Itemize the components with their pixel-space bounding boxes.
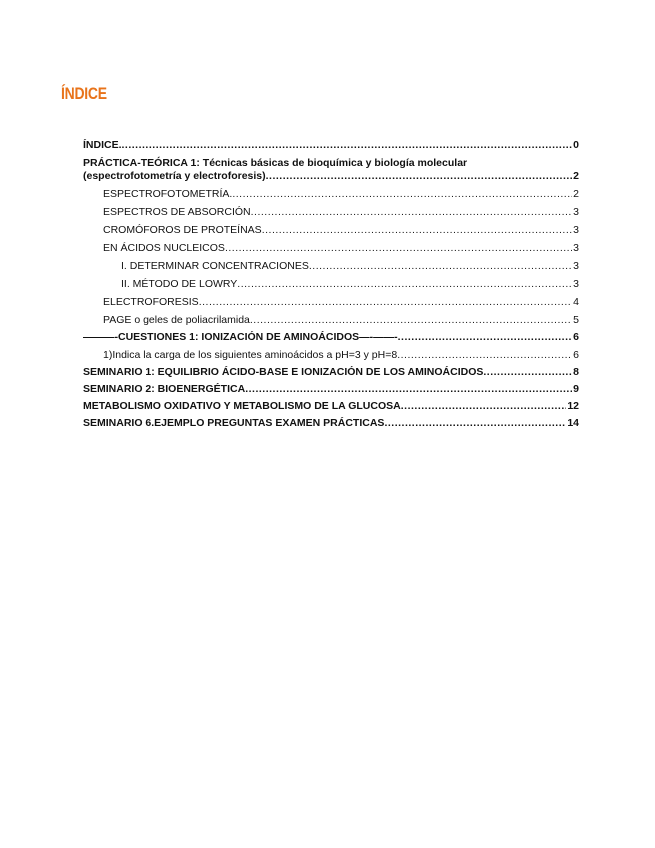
dot-leader (237, 278, 572, 291)
dot-leader (251, 206, 573, 219)
toc-page-number: 3 (573, 260, 579, 272)
toc-entry-continuation (83, 170, 579, 183)
toc-entry-metabolismo-oxidativo[interactable] (83, 400, 579, 413)
table-of-contents (83, 139, 579, 430)
toc-page-number: 2 (573, 188, 579, 200)
toc-page-number: 6 (573, 349, 579, 361)
toc-entry-seminario-6[interactable] (83, 417, 579, 430)
toc-entry-acidos-nucleicos[interactable] (83, 242, 579, 255)
toc-entry-espectros-absorcion[interactable] (83, 206, 579, 219)
toc-page-number: 6 (573, 331, 579, 343)
toc-page-number: 12 (567, 400, 579, 412)
dot-leader (250, 314, 572, 327)
dot-leader (122, 139, 573, 152)
dot-leader (397, 349, 572, 362)
toc-entry-label: II. MÉTODO DE LOWRY (121, 278, 238, 290)
dot-leader (262, 224, 572, 237)
toc-entry-indica-carga[interactable] (83, 349, 579, 362)
toc-entry-espectrofotometria[interactable] (83, 188, 579, 201)
dot-leader (309, 260, 572, 273)
toc-entry-label: PAGE o geles de poliacrilamida (103, 314, 250, 326)
toc-entry-label: ———-CUESTIONES 1: IONIZACIÓN DE AMINOÁCIDOS—-——- (83, 331, 398, 343)
toc-entry-label-line2: (espectrofotometría y electroforesis) (83, 170, 266, 182)
toc-entry-practica-teorica[interactable] (83, 157, 579, 183)
toc-entry-label: SEMINARIO 1: EQUILIBRIO ÁCIDO-BASE E IONIZACIÓN DE LOS AMINOÁCIDOS (83, 366, 484, 378)
toc-page-number: 5 (573, 314, 579, 326)
toc-page-number: 14 (567, 417, 579, 429)
toc-entry-seminario-2[interactable] (83, 383, 579, 396)
toc-page-number: 0 (573, 139, 579, 151)
toc-entry-indice[interactable] (83, 139, 579, 152)
toc-page-number: 3 (573, 224, 579, 236)
toc-entry-seminario-1[interactable] (83, 366, 579, 379)
dot-leader (266, 170, 573, 183)
toc-page-number: 3 (573, 278, 579, 290)
dot-leader (199, 296, 572, 309)
toc-page-number: 3 (573, 242, 579, 254)
toc-entry-label: ÍNDICE. (83, 139, 122, 151)
toc-entry-electroforesis[interactable] (83, 296, 579, 309)
toc-entry-cuestiones-1[interactable] (83, 331, 579, 344)
toc-page-number: 8 (573, 366, 579, 378)
dot-leader (384, 417, 566, 430)
dot-leader (245, 383, 572, 396)
dot-leader (398, 331, 573, 344)
toc-page-number: 4 (573, 296, 579, 308)
toc-entry-label: SEMINARIO 2: BIOENERGÉTICA (83, 383, 246, 395)
toc-page-number: 3 (573, 206, 579, 218)
toc-entry-label: EN ÁCIDOS NUCLEICOS (103, 242, 225, 254)
dot-leader (232, 188, 572, 201)
dot-leader (401, 400, 567, 413)
dot-leader (483, 366, 572, 379)
toc-entry-metodo-lowry[interactable] (83, 278, 579, 291)
dot-leader (225, 242, 572, 255)
toc-entry-cromoforos[interactable] (83, 224, 579, 237)
toc-entry-label: ESPECTROFOTOMETRÍA. (103, 188, 233, 200)
toc-page-number: 2 (573, 170, 579, 182)
toc-entry-label: ELECTROFORESIS (103, 296, 199, 308)
toc-entry-page-geles[interactable] (83, 314, 579, 327)
toc-entry-label: 1)Indica la carga de los siguientes aminoácidos a pH=3 y pH=8 (103, 349, 398, 361)
toc-entry-label: SEMINARIO 6.EJEMPLO PREGUNTAS EXAMEN PRÁCTICAS (83, 417, 385, 429)
toc-page-number: 9 (573, 383, 579, 395)
toc-entry-label: PRÁCTICA-TEÓRICA 1: Técnicas básicas de bioquímica y biología molecular (83, 157, 468, 169)
toc-entry-label: I. DETERMINAR CONCENTRACIONES (121, 260, 309, 272)
page-title: ÍNDICE (61, 84, 107, 103)
toc-entry-label: METABOLISMO OXIDATIVO Y METABOLISMO DE LA GLUCOSA (83, 400, 401, 412)
toc-entry-determinar-concentraciones[interactable] (83, 260, 579, 273)
toc-entry-label: CROMÓFOROS DE PROTEÍNAS (103, 224, 262, 236)
toc-entry-label: ESPECTROS DE ABSORCIÓN (103, 206, 251, 218)
